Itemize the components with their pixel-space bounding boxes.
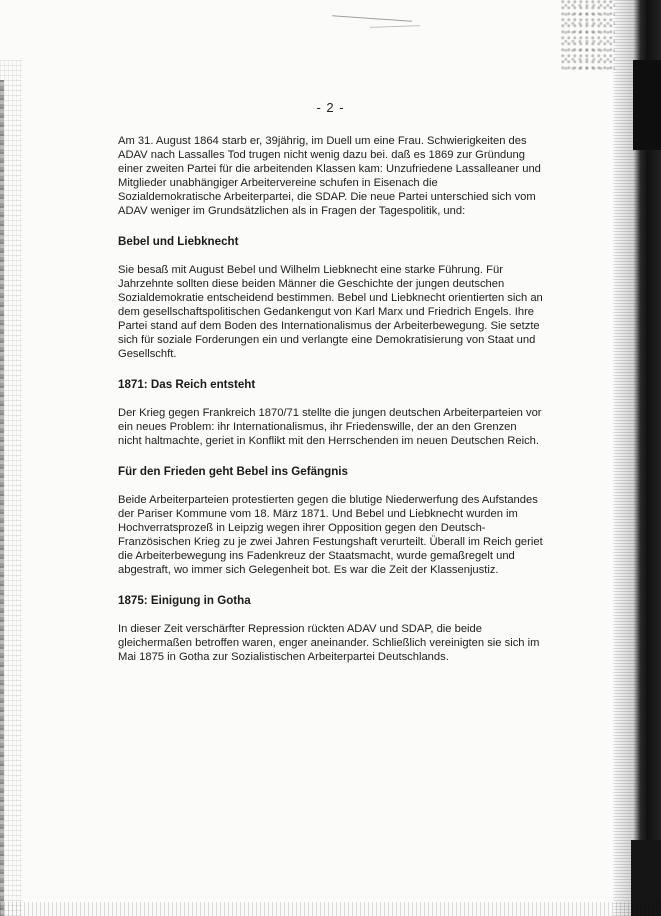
heading-einigung-gotha: 1875: Einigung in Gotha [118,594,251,607]
paragraph-intro: Am 31. August 1864 starb er, 39jährig, im Duell um eine Frau. Schwierigkeiten des ADAV nach Lassalles Tod trugen nicht wenig dazu bei. daß es 1869 zur Gründung einer zweiten Partei für die arbeitenden Klassen kam: Unzufriedene Lassalleaner und Mitglieder unabhängiger Arbeitervereine schufen in Eisenach die Sozialdemokratische Arbeiterpartei, die SDAP. Die neue Partei unterschied sich vom ADAV weniger im Grundsätzlichen als in Fragen der Tagespolitik, und: [118,135,541,217]
heading-bebel-liebknecht: Bebel und Liebknecht [118,235,239,248]
binding-edge-line [0,80,4,916]
document-body [118,134,543,681]
paragraph-bebel-gefaengnis: Beide Arbeiterparteien protestierten gegen die blutige Niederwerfung des Aufstandes der Pariser Kommune vom 18. März 1871. Und Bebel und Liebknecht wurden im Hochverratsprozeß in Leipzig wegen ihrer Opposition gegen den Deutsch-Französischen Krieg zu je zwei Jahren Festungshaft verurteilt. Überall im Reich geriet die Arbeiterbewegung ins Fadenkreuz der Staatsmacht, wurde gemaßregelt und abgestraft, wo immer sich Gelegenheit bot. Es war die Zeit der Klassenjustiz. [118,494,543,576]
paragraph-reich-entsteht: Der Krieg gegen Frankreich 1870/71 stellte die jungen deutschen Arbeiterparteien vor ein neues Problem: ihr Internationalismus, ihr Friedenswille, der an den Grenzen nicht haltmachte, geriet in Konflikt mit den Herrschenden im neuen Deutschen Reich. [118,407,542,447]
paragraph-bebel-liebknecht: Sie besaß mit August Bebel und Wilhelm Liebknecht eine starke Führung. Für Jahrzehnte sollten diese beiden Männer die Geschichte der jungen deutschen Sozialdemokratie entscheidend bestimmen. Bebel und Liebknecht orientierten sich an dem gesellschaftspolitischen Gedankengut von Karl Marx und Friedrich Engels. Ihre Partei stand auf dem Boden des Internationalismus der Arbeiterbewegung. Sie setzte sich für soziale Forderungen ein und verlangte eine Demokratisierung von Staat und Gesellschft. [118,264,543,360]
scan-mark [370,25,420,28]
heading-reich-entsteht: 1871: Das Reich entsteht [118,378,256,391]
scan-noise [0,902,661,916]
scan-mark [332,15,412,22]
paragraph-einigung-gotha: In dieser Zeit verschärfter Repression rückten ADAV und SDAP, die beide gleichermaßen betroffen waren, enger aneinander. Schließlich vereinigten sie sich im Mai 1875 in Gotha zur Sozialistischen Arbeiterpartei Deutschlands. [118,623,540,663]
heading-bebel-gefaengnis: Für den Frieden geht Bebel ins Gefängnis [118,465,348,478]
page-number: - 2 - [316,100,345,115]
